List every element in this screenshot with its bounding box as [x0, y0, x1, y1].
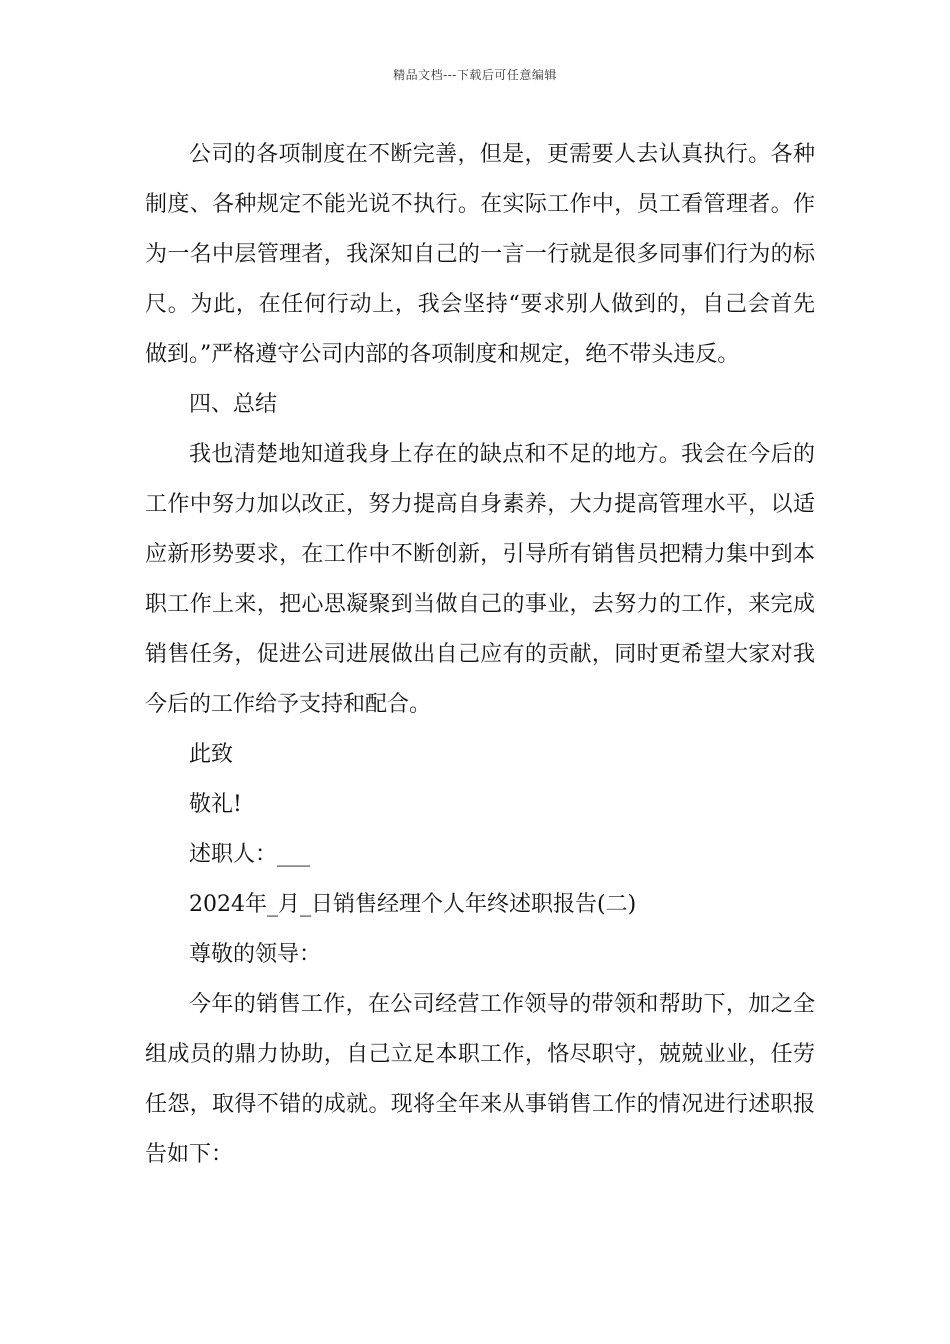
section-heading-summary: 四、总结 [189, 392, 278, 417]
signature-line: 述职人：___ [189, 842, 311, 867]
paragraph-intro: 今年的销售工作，在公司经营工作领导的带领和帮助下，加之全组成员的鼎力协助，自己立足本职工作，恪尽职守，兢兢业业，任劳任怨，取得不错的成就。现将全年来从事销售工作的情况进行述职报告如下： [145, 992, 815, 1167]
paragraph-summary: 我也清楚地知道我身上存在的缺点和不足的地方。我会在今后的工作中努力加以改正，努力提高自身素养，大力提高管理水平，以适应新形势要求，在工作中不断创新，引导所有销售员把精力集中到本职工作上来，把心思凝聚到当做自己的事业，去努力的工作，来完成销售任务，促进公司进展做出自己应有的贡献，同时更希望大家对我今后的工作给予支持和配合。 [145, 442, 815, 717]
page-header: 精品文档---下载后可任意编辑 [393, 68, 557, 82]
report-title: 2024年_月_日销售经理个人年终述职报告(二) [189, 892, 637, 917]
paragraph-rules: 公司的各项制度在不断完善，但是，更需要人去认真执行。各种制度、各种规定不能光说不执行。在实际工作中，员工看管理者。作为一名中层管理者，我深知自己的一言一行就是很多同事们行为的标尺。为此，在任何行动上，我会坚持“要求别人做到的，自己会首先做到。”严格遵守公司内部的各项制度和规定，绝不带头违反。 [145, 142, 815, 367]
closing-line-2: 敬礼! [189, 792, 242, 817]
document-body [145, 130, 815, 1180]
salutation: 尊敬的领导： [189, 942, 322, 967]
closing-line-1: 此致 [189, 742, 234, 767]
